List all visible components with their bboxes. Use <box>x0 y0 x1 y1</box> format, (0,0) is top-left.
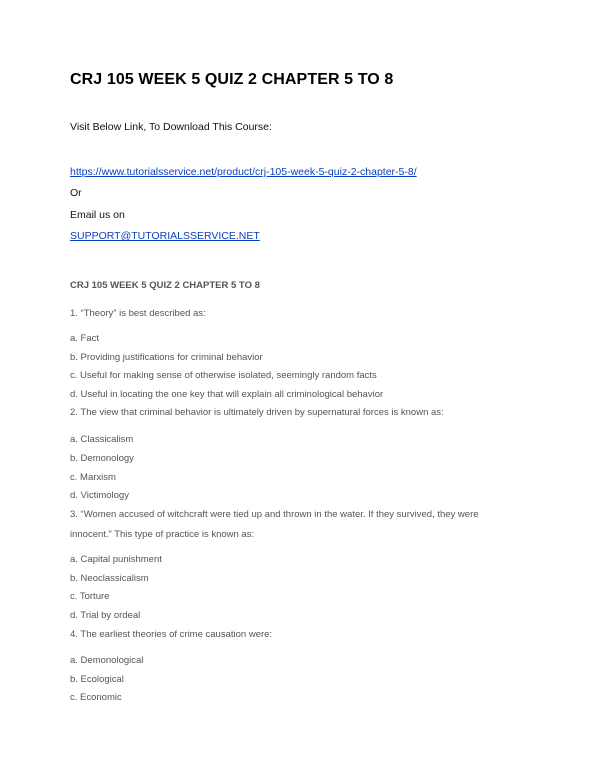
or-text: Or <box>70 187 82 199</box>
page-title: CRJ 105 WEEK 5 QUIZ 2 CHAPTER 5 TO 8 <box>70 71 394 88</box>
q1-option-d: d. Useful in locating the one key that will explain all criminological behavior <box>70 389 384 400</box>
question-3-line-2: innocent.” This type of practice is known as: <box>70 529 255 540</box>
q2-option-b: b. Demonology <box>70 453 134 464</box>
q1-option-c: c. Useful for making sense of otherwise isolated, seemingly random facts <box>70 370 377 381</box>
q1-option-a: a. Fact <box>70 333 100 344</box>
q3-option-d: d. Trial by ordeal <box>70 610 141 621</box>
q3-option-b: b. Neoclassicalism <box>70 573 149 584</box>
question-3-line-1: 3. “Women accused of witchcraft were tied up and thrown in the water. If they survived, they were <box>70 509 479 520</box>
question-2: 2. The view that criminal behavior is ultimately driven by supernatural forces is known as: <box>70 407 444 418</box>
question-4: 4. The earliest theories of crime causation were: <box>70 629 273 640</box>
course-link[interactable]: https://www.tutorialsservice.net/product/crj-105-week-5-quiz-2-chapter-5-8/ <box>70 166 417 178</box>
q2-option-a: a. Classicalism <box>70 434 134 445</box>
q4-option-a: a. Demonological <box>70 655 144 666</box>
q4-option-c: c. Economic <box>70 692 122 703</box>
intro-text: Visit Below Link, To Download This Course: <box>70 121 272 133</box>
email-label: Email us on <box>70 209 125 221</box>
q2-option-d: d. Victimology <box>70 490 129 501</box>
q4-option-b: b. Ecological <box>70 674 124 685</box>
q1-option-b: b. Providing justifications for criminal behavior <box>70 352 263 363</box>
q2-option-c: c. Marxism <box>70 472 116 483</box>
question-1: 1. “Theory” is best described as: <box>70 308 206 319</box>
q3-option-c: c. Torture <box>70 591 110 602</box>
email-link[interactable]: SUPPORT@TUTORIALSSERVICE.NET <box>70 230 260 242</box>
q3-option-a: a. Capital punishment <box>70 554 162 565</box>
quiz-subtitle: CRJ 105 WEEK 5 QUIZ 2 CHAPTER 5 TO 8 <box>70 280 260 291</box>
